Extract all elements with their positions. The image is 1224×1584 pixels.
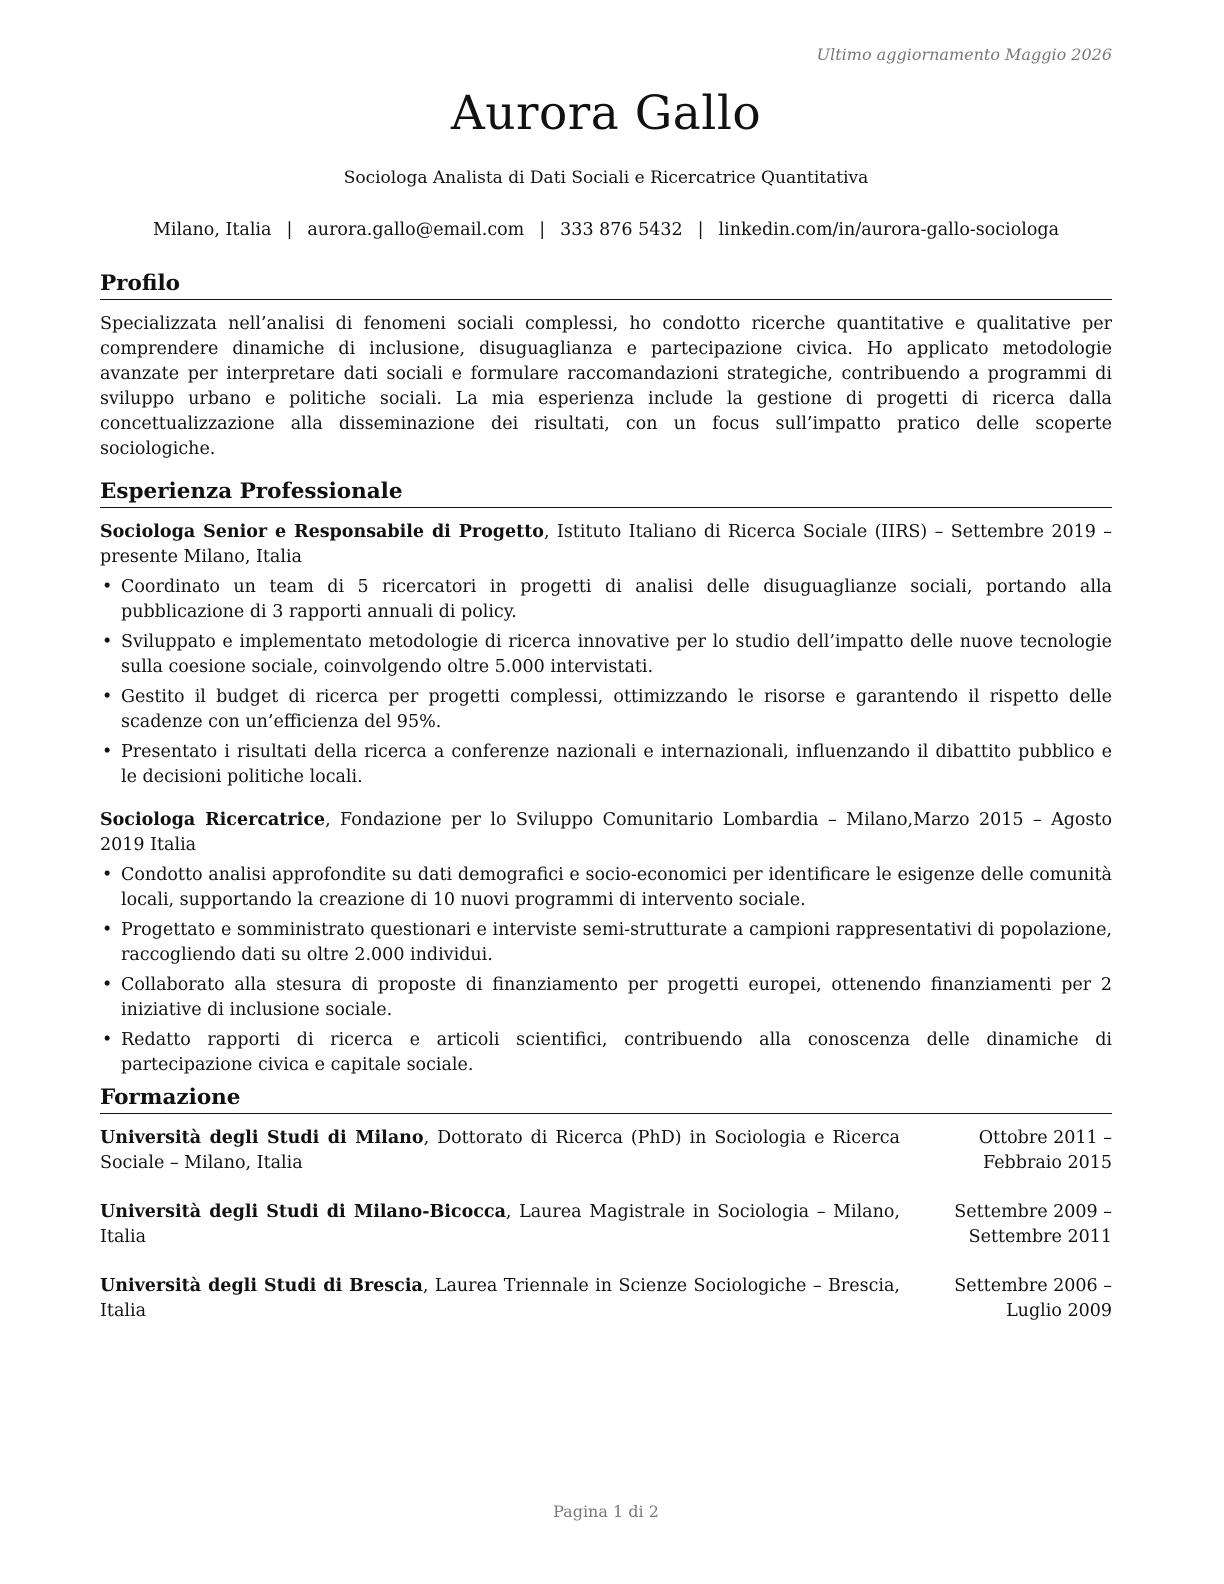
job-entry [100, 808, 1112, 1078]
job-role: Sociologa Ricercatrice [100, 810, 326, 830]
section-title-education: Formazione [100, 1084, 1112, 1114]
contact-separator: | [539, 220, 546, 240]
list-item: • Sviluppato e implementato metodologie di ricerca innovative per lo studio dell’impatto delle nuove tecnologie sulla coesione sociale, coinvolgendo oltre 5.000 intervistati. [102, 632, 1112, 677]
section-title-experience: Esperienza Professionale [100, 478, 1112, 508]
education-main [100, 1200, 900, 1250]
job-bullets [100, 863, 1112, 1078]
list-item: • Condotto analisi approfondite su dati demografici e socio-economici per identificare le esigenze delle comunità locali, supportando la creazione di 10 nuovi programmi di intervento sociale. [102, 865, 1112, 910]
last-updated: Ultimo aggiornamento Maggio 2026 [816, 45, 1112, 64]
bullet-icon: • [102, 577, 113, 597]
education-details: , Dottorato di Ricerca (PhD) in Sociologia e Ricerca Sociale – Milano, Italia [100, 1128, 900, 1173]
bullet-icon: • [102, 920, 113, 940]
education-details: , Laurea Triennale in Scienze Sociologiche – Brescia, Italia [100, 1276, 900, 1321]
job-role: Sociologa Senior e Responsabile di Progetto [100, 522, 544, 542]
job-header [100, 808, 1112, 858]
list-item: • Presentato i risultati della ricerca a conferenze nazionali e internazionali, influenzando il dibattito pubblico e le decisioni politiche locali. [102, 742, 1112, 787]
education-school: Università degli Studi di Brescia [100, 1276, 423, 1296]
education-main [100, 1126, 900, 1176]
candidate-name: Aurora Gallo [450, 86, 762, 141]
job-bullets [100, 575, 1112, 790]
education-section [100, 1084, 1112, 1324]
contact-line [100, 220, 1112, 240]
job-details: , Fondazione per lo Sviluppo Comunitario Lombardia – Milano,Marzo 2015 – Agosto 2019 Italia [100, 810, 1112, 855]
list-item: • Coordinato un team di 5 ricercatori in progetti di analisi delle disuguaglianze sociali, portando alla pubblicazione di 3 rapporti annuali di policy. [102, 577, 1112, 622]
contact-linkedin[interactable]: linkedin.com/in/aurora-gallo-sociologa [718, 220, 1060, 240]
bullet-icon: • [102, 632, 113, 652]
bullet-icon: • [102, 1030, 113, 1050]
section-title-profile: Profilo [100, 270, 1112, 300]
experience-section [100, 478, 1112, 1078]
education-main [100, 1274, 900, 1324]
contact-separator: | [286, 220, 293, 240]
list-item: • Gestito il budget di ricerca per progetti complessi, ottimizzando le risorse e garantendo il rispetto delle scadenze con un’efficienza del 95%. [102, 687, 1112, 732]
bullet-icon: • [102, 865, 113, 885]
education-dates: Settembre 2009 – Settembre 2011 [954, 1202, 1112, 1247]
bullet-icon: • [102, 975, 113, 995]
contact-location: Milano, Italia [152, 220, 272, 240]
bullet-icon: • [102, 742, 113, 762]
list-item: • Redatto rapporti di ricerca e articoli scientifici, contribuendo alla conoscenza delle dinamiche di partecipazione civica e capitale sociale. [102, 1030, 1112, 1075]
education-school: Università degli Studi di Milano-Bicocca [100, 1202, 506, 1222]
profile-section [100, 270, 1112, 462]
candidate-subtitle: Sociologa Analista di Dati Sociali e Ricercatrice Quantitativa [343, 168, 869, 188]
contact-email[interactable]: aurora.gallo@email.com [307, 220, 525, 240]
education-entry [100, 1126, 1112, 1176]
contact-phone[interactable]: 333 876 5432 [560, 220, 683, 240]
education-entry [100, 1274, 1112, 1324]
list-item: • Collaborato alla stesura di proposte di finanziamento per progetti europei, ottenendo finanziamenti per 2 iniziative di inclusione sociale. [102, 975, 1112, 1020]
bullet-icon: • [102, 687, 113, 707]
education-school: Università degli Studi di Milano [100, 1128, 424, 1148]
job-header [100, 520, 1112, 570]
resume-page [100, 0, 1112, 1584]
contact-separator: | [697, 220, 704, 240]
education-entry [100, 1200, 1112, 1250]
job-details: , Istituto Italiano di Ricerca Sociale (IIRS) – Settembre 2019 – presente Milano, Italia [100, 522, 1112, 567]
education-details: , Laurea Magistrale in Sociologia – Milano, Italia [100, 1202, 900, 1247]
job-entry [100, 520, 1112, 790]
education-dates: Ottobre 2011 – Febbraio 2015 [978, 1128, 1112, 1173]
list-item: • Progettato e somministrato questionari e interviste semi-strutturate a campioni rappresentativi di popolazione, raccogliendo dati su oltre 2.000 individui. [102, 920, 1112, 965]
page-number: Pagina 1 di 2 [553, 1502, 659, 1521]
profile-text: Specializzata nell’analisi di fenomeni sociali complessi, ho condotto ricerche quantitative e qualitative per comprendere dinamiche di inclusione, disuguaglianza e partecipazione civica. Ho applicato metodologie avanzate per interpretare dati sociali e formulare raccomandazioni strategiche, contribuendo a programmi di sviluppo urbano e politiche sociali. La mia esperienza include la gestione di progetti di ricerca dalla concettualizzazione alla disseminazione dei risultati, con un focus sull’impatto pratico delle scoperte sociologiche. [100, 314, 1112, 459]
education-dates: Settembre 2006 – Luglio 2009 [954, 1276, 1112, 1321]
resume-content [100, 270, 1112, 1348]
